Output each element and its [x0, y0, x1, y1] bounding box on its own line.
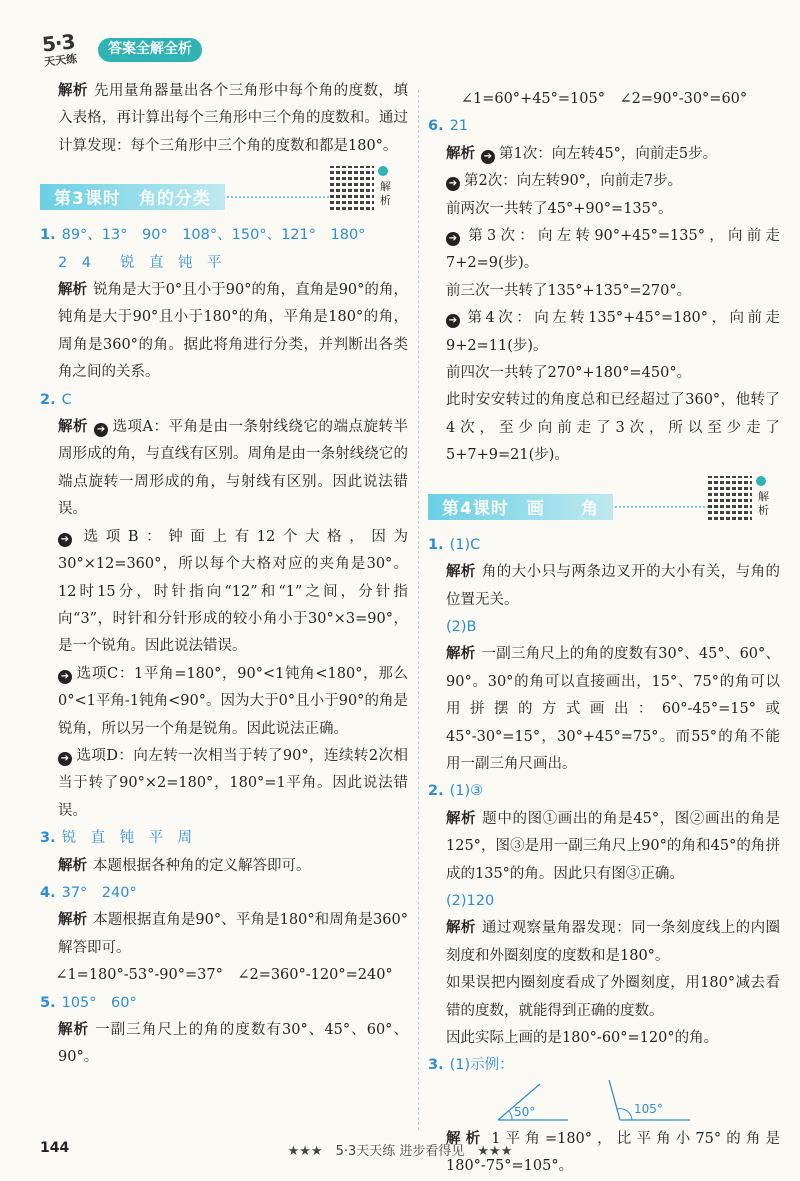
q6-step-1: 解析 ➔ 第1次：向左转45°，向前走5步。 — [446, 145, 718, 162]
angle-2-label: 105° — [634, 1101, 663, 1116]
qr-label: 解析 — [380, 180, 391, 208]
l4-q1-answer-2: (2)B — [446, 618, 477, 635]
l4-q2-answer-1: 2. (1)③ — [428, 783, 484, 800]
qr-label: 解析 — [758, 489, 769, 517]
angle-figure — [428, 1080, 780, 1126]
play-icon — [756, 476, 766, 486]
q5-answer: 5. 105° 60° — [40, 994, 137, 1011]
q2-option-b: ➔ 选项B：钟面上有12个大格，因为30°×12=360°，所以每个大格对应的夹角是30°。12时15分，时针指向“12”和“1”之间，分针指向“3”，时针和分针形成的较小角小于30°×3=90°，是一个锐角。因此说法错误。 — [58, 528, 408, 655]
l4-q1-analysis-1: 解析 角的大小只与两条边叉开的大小有关，与角的位置无关。 — [446, 564, 781, 608]
q3-analysis: 解析 本题根据各种角的定义解答即可。 — [58, 857, 311, 874]
logo — [38, 28, 96, 74]
arrow-icon: ➔ — [446, 314, 460, 328]
l4-q3-analysis: 解析 1平角=180°，比平角小75°的角是180°-75°=105°。 — [446, 1130, 780, 1175]
lesson-4-title: 第4课时 画 角 — [428, 494, 613, 520]
header-badge: 答案全解全析 — [98, 38, 202, 62]
intro-analysis: 解析 先用量角器量出各个三角形中每个角的度数，填入表格，再计算出每个三角形中三个角的度数和。通过计算发现：每个三角形中三个角的度数和都是180°。 — [58, 83, 409, 154]
q6-conclusion: 此时安安转过的角度总和已经超过了360°，他转了4次，至少向前走了3次，所以至少走了5+7+9=21(步)。 — [446, 392, 780, 464]
l4-q2-answer-2: (2)120 — [446, 892, 495, 909]
angle-105-drawing — [608, 1080, 690, 1120]
play-icon — [378, 166, 388, 176]
column-divider — [418, 90, 419, 1130]
lesson-3-heading — [40, 166, 408, 218]
q2-answer: 2. C — [40, 391, 72, 408]
l4-q1-answer-1: 1. (1)C — [428, 536, 481, 553]
l4-q1-analysis-2: 解析 一副三角尺上的角的度数有30°、45°、60°、90°。30°的角可以直接画出，15°、75°的角可以用拼摆的方式画出：60°-45°=15°或45°-30°=15°，30°+45°=75°。而55°的角不能用一副三角尺画出。 — [446, 646, 780, 772]
q6-step-4: ➔ 第4次：向左转135°+45°=180°，向前走9+2=11(步)。 — [446, 310, 780, 354]
arrow-icon: ➔ — [58, 533, 72, 547]
q2-option-a: 解析 ➔ 选项A：平角是由一条射线绕它的端点旋转半周形成的角，与直线有区别。周角是由一条射线绕它的端点旋转一周形成的角，与射线有区别。因此说法错误。 — [58, 419, 408, 518]
l4-q2-text-3: 如果误把内圈刻度看成了外圈刻度，用180°减去看错的度数，就能得到正确的度数。 — [446, 975, 780, 1019]
q4-calculation: ∠1=180°-53°-90°=37° ∠2=360°-120°=240° — [55, 967, 393, 984]
q6-answer: 6. 21 — [428, 118, 469, 135]
angle-50-drawing — [498, 1084, 568, 1120]
lesson-4-heading — [428, 476, 780, 528]
q5-calculation: ∠1=60°+45°=105° ∠2=90°-30°=60° — [460, 91, 748, 107]
l4-q2-analysis-2: 解析 通过观察量角器发现：同一条刻度线上的内圈刻度和外圈刻度的度数和是180°。 — [446, 920, 781, 964]
angle-1-label: 50° — [514, 1104, 536, 1119]
qr-code-icon[interactable] — [708, 476, 752, 520]
lesson-3-title: 第3课时 角的分类 — [40, 184, 225, 210]
q1-answer: 1. 89°、13° 90° 108°、150°、121° 180° — [40, 227, 366, 244]
q6-step-2: ➔ 第2次：向左转90°，向前走7步。 — [428, 168, 780, 195]
footer-slogan: ★★★ 5·3天天练 进步看得见 ★★★ — [287, 1144, 513, 1159]
qr-code-icon[interactable] — [330, 166, 374, 210]
right-column — [428, 86, 780, 1181]
arrow-icon: ➔ — [58, 670, 72, 684]
logo-subtitle: 天天练 — [43, 52, 78, 69]
q5-analysis: 解析 一副三角尺上的角的度数有30°、45°、60°、90°。 — [58, 1022, 409, 1066]
q1-analysis: 解析 锐角是大于0°且小于90°的角，直角是90°的角，钝角是大于90°且小于180°的角，平角是180°的角，周角是360°的角。据此将角进行分类，并判断出各类角之间的关系。 — [58, 282, 408, 381]
q6-step-2-total: 前两次一共转了45°+90°=135°。 — [446, 200, 673, 217]
q1-answer-2: 2 4 锐 直 钝 平 — [58, 254, 222, 271]
q6-step-3: ➔ 第3次：向左转90°+45°=135°，向前走7+2=9(步)。 — [446, 228, 780, 272]
l4-q2-text-4: 因此实际上画的是180°-60°=120°的角。 — [446, 1030, 719, 1046]
left-column — [40, 78, 408, 1072]
q2-option-d: ➔ 选项D：向左转一次相当于转了90°，连续转2次相当于转了90°×2=180°，180°=1平角。因此说法错误。 — [58, 747, 408, 819]
angle-drawings — [428, 1080, 780, 1126]
arrow-icon: ➔ — [446, 232, 460, 246]
arrow-icon: ➔ — [58, 752, 72, 766]
arrow-icon: ➔ — [481, 150, 495, 164]
page-header — [38, 28, 278, 74]
q6-step-4-total: 前四次一共转了270°+180°=450°。 — [446, 365, 692, 382]
logo-text: 5·3 — [40, 29, 76, 57]
page-number: 144 — [40, 1140, 70, 1156]
l4-q2-analysis-1: 解析 题中的图①画出的角是45°，图②画出的角是125°，图③是用一副三角尺上90°的角和45°的角拼成的135°的角。因此只有图③正确。 — [446, 810, 781, 882]
l4-q3-answer: 3. (1)示例： — [428, 1057, 514, 1074]
arrow-icon: ➔ — [94, 423, 108, 437]
q4-analysis: 解析 本题根据直角是90°、平角是180°和周角是360°解答即可。 — [58, 912, 409, 956]
q4-answer: 4. 37° 240° — [40, 884, 137, 901]
arrow-icon: ➔ — [446, 177, 460, 191]
q2-option-c: ➔ 选项C：1平角=180°，90°<1钝角<180°，那么0°<1平角-1钝角<90°。因为大于0°且小于90°的角是锐角，所以另一个角是锐角。因此说法正确。 — [58, 665, 408, 737]
q6-step-3-total: 前三次一共转了135°+135°=270°。 — [446, 282, 692, 299]
q3-answer: 3. 锐 直 钝 平 周 — [40, 830, 193, 847]
